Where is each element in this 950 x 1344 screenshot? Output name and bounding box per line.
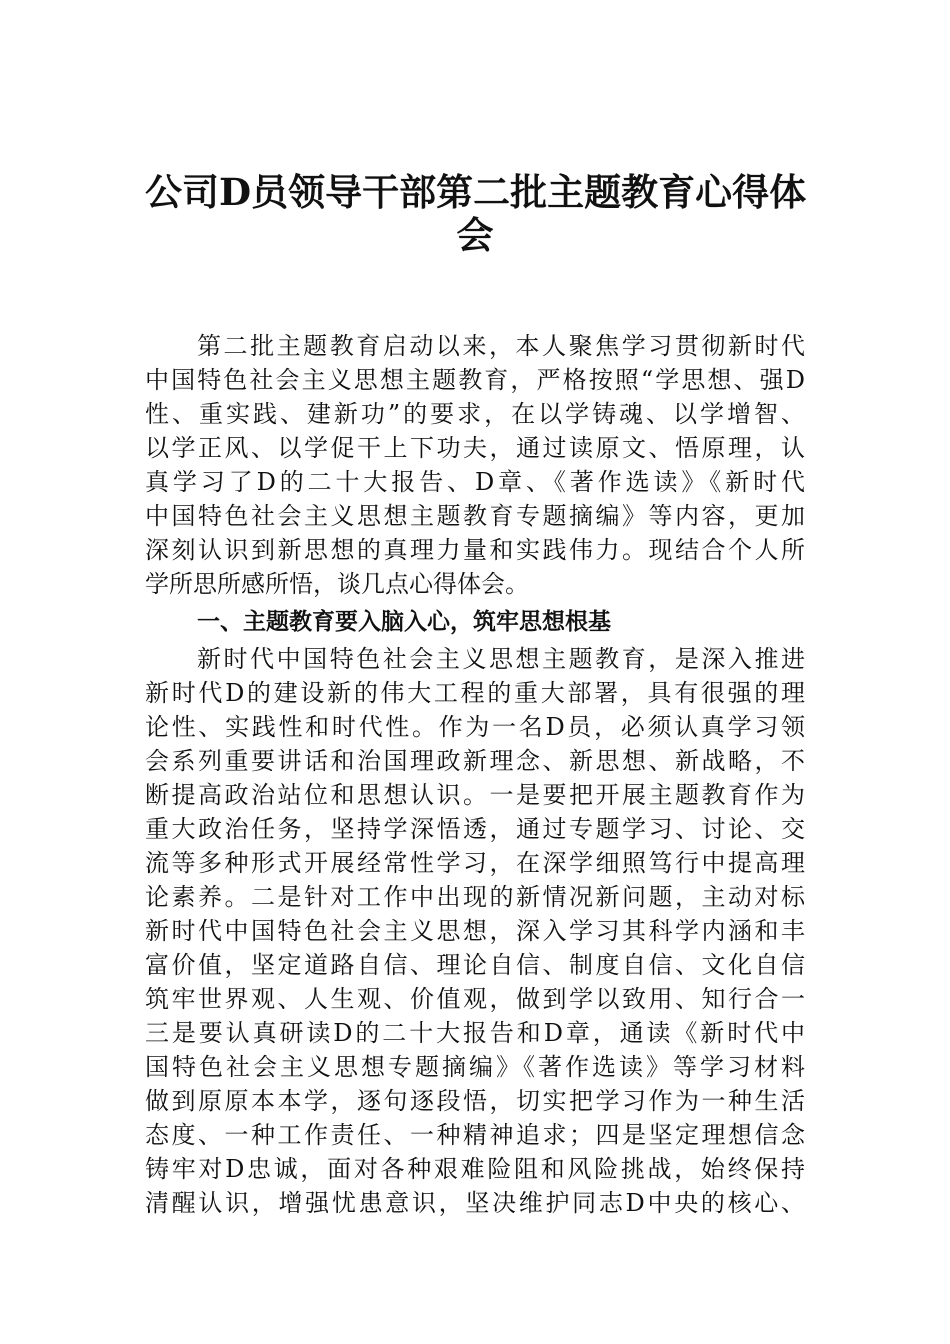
section-line: 国特色社会主义思想专题摘编》《著作选读》等学习材料 — [145, 1053, 805, 1081]
section-line: 铸牢对D忠诚，面对各种艰难险阻和风险挑战，始终保持 — [145, 1155, 805, 1183]
section-line: 论素养。二是针对工作中出现的新情况新问题，主动对标 — [145, 883, 805, 911]
intro-line: 中国特色社会主义思想主题教育，严格按照“学思想、强D — [145, 366, 805, 394]
section-line: 新时代D的建设新的伟大工程的重大部署，具有很强的理 — [145, 679, 805, 707]
section-heading: 一、主题教育要入脑入心，筑牢思想根基 — [197, 609, 611, 635]
intro-line: 深刻认识到新思想的真理力量和实践伟力。现结合个人所 — [145, 536, 805, 564]
document-title-line-1: 公司D员领导干部第二批主题教育心得体 — [145, 170, 807, 214]
section-line: 流等多种形式开展经常性学习，在深学细照笃行中提高理 — [145, 849, 805, 877]
section-line: 新时代中国特色社会主义思想，深入学习其科学内涵和丰 — [145, 917, 805, 945]
section-line: 做到原原本本学，逐句逐段悟，切实把学习作为一种生活 — [145, 1087, 805, 1115]
section-line: 富价值，坚定道路自信、理论自信、制度自信、文化自信 — [145, 951, 805, 979]
intro-line: 学所思所感所悟，谈几点心得体会。 — [145, 570, 529, 598]
intro-line: 以学正风、以学促干上下功夫，通过读原文、悟原理，认 — [145, 434, 805, 462]
intro-line: 性、重实践、建新功”的要求，在以学铸魂、以学增智、 — [145, 400, 805, 428]
section-line: 态度、一种工作责任、一种精神追求；四是坚定理想信念 — [145, 1121, 805, 1149]
section-line: 断提高政治站位和思想认识。一是要把开展主题教育作为 — [145, 781, 805, 809]
intro-line: 真学习了D的二十大报告、D章、《著作选读》《新时代 — [145, 468, 805, 496]
intro-line: 第二批主题教育启动以来，本人聚焦学习贯彻新时代 — [197, 332, 805, 360]
section-line: 会系列重要讲话和治国理政新理念、新思想、新战略，不 — [145, 747, 805, 775]
intro-line: 中国特色社会主义思想主题教育专题摘编》等内容，更加 — [145, 502, 805, 530]
section-line: 三是要认真研读D的二十大报告和D章，通读《新时代中 — [145, 1019, 805, 1047]
section-line: 清醒认识，增强忧患意识，坚决维护同志D中央的核心、 — [145, 1189, 805, 1217]
section-line: 论性、实践性和时代性。作为一名D员，必须认真学习领 — [145, 713, 805, 741]
section-line: 重大政治任务，坚持学深悟透，通过专题学习、讨论、交 — [145, 815, 805, 843]
document-title-line-2: 会 — [456, 213, 494, 257]
section-line: 筑牢世界观、人生观、价值观，做到学以致用、知行合一 — [145, 985, 805, 1013]
section-line: 新时代中国特色社会主义思想主题教育，是深入推进 — [197, 645, 805, 673]
